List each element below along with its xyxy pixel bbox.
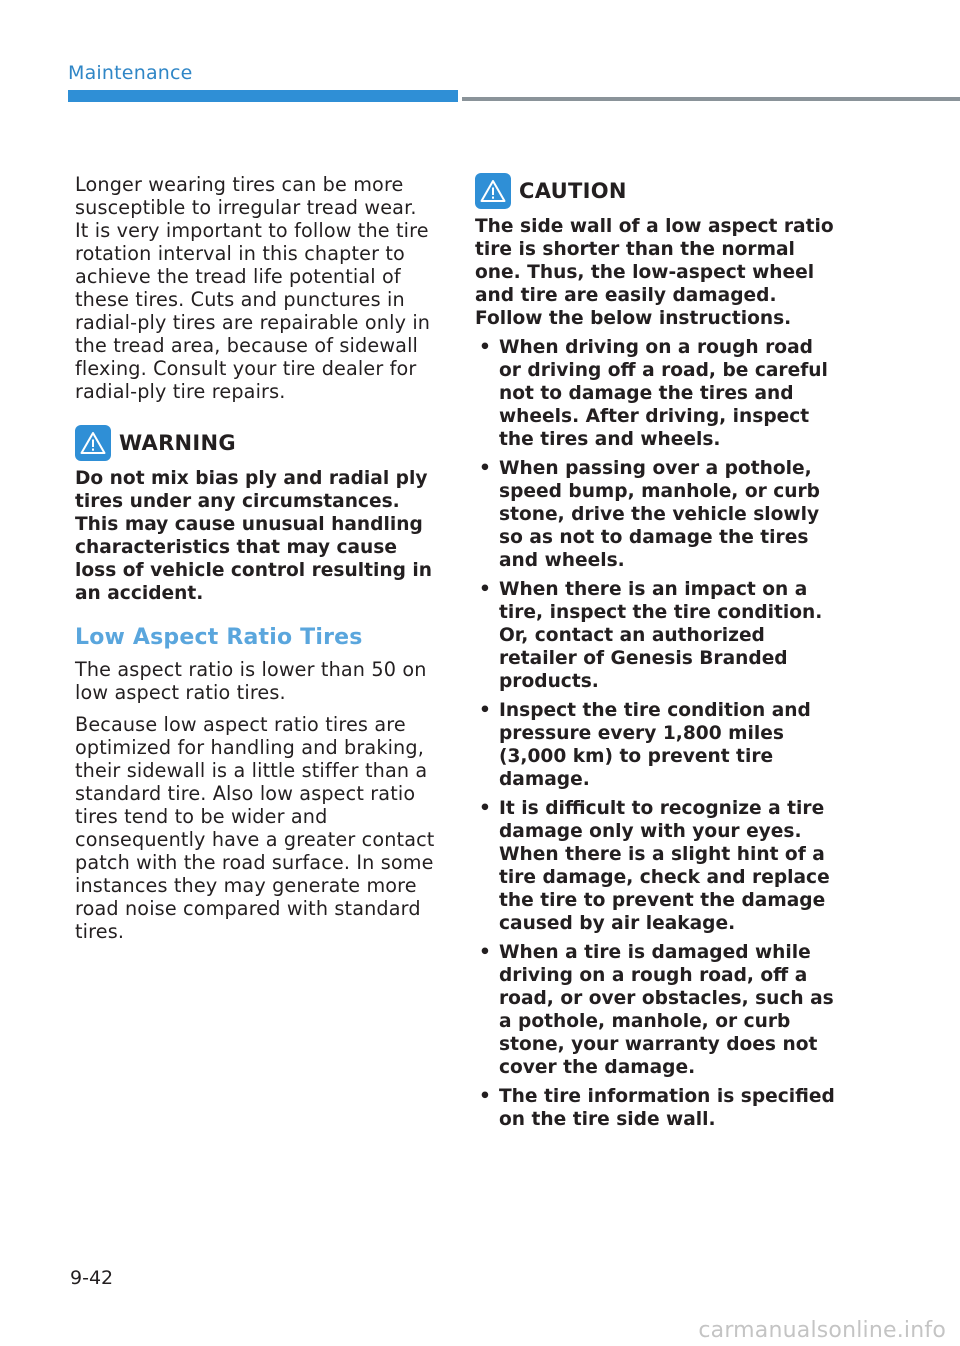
warning-triangle-icon xyxy=(475,173,511,209)
aspect-paragraph-1: The aspect ratio is lower than 50 on low aspect ratio tires. xyxy=(75,658,427,704)
header-title: Maintenance xyxy=(68,62,193,84)
warning-header xyxy=(75,425,435,461)
list-item: • It is difficult to recognize a tire damage only with your eyes. When there is a slight hint of a tire damage, check and replace the tire to prevent the damage caused by air leakage. xyxy=(479,798,830,934)
caution-header xyxy=(475,173,840,209)
page-number: 9-42 xyxy=(70,1267,114,1289)
warning-body: Do not mix bias ply and radial ply tires under any circumstances. This may cause unusual handling characteristics that may cause loss of vehicle control resulting in an accident. xyxy=(75,468,432,604)
caution-body: The side wall of a low aspect ratio tire is shorter than the normal one. Thus, the low-aspect wheel and tire are easily damaged. Follow the below instructions. xyxy=(475,216,834,329)
list-item: • The tire information is specified on the tire side wall. xyxy=(479,1086,835,1130)
section-title: Low Aspect Ratio Tires xyxy=(75,625,363,650)
left-column xyxy=(75,173,435,943)
caution-box xyxy=(475,173,840,1131)
header-rule-blue xyxy=(68,90,458,102)
warning-triangle-icon xyxy=(75,425,111,461)
warning-title: WARNING xyxy=(119,431,236,455)
header-rule-gray xyxy=(462,97,960,101)
list-item: • When passing over a pothole, speed bump, manhole, or curb stone, drive the vehicle slowly so as not to damage the tires and wheels. xyxy=(479,458,820,571)
list-item: • When there is an impact on a tire, inspect the tire condition. Or, contact an authorized retailer of Genesis Branded products. xyxy=(479,579,823,692)
intro-paragraph: Longer wearing tires can be more susceptible to irregular tread wear. It is very important to follow the tire rotation interval in this chapter to achieve the tread life potential of these tires. Cuts and punctures in radial-ply tires are repairable only in the tread area, because of sidewall flexing. Consult your tire dealer for radial-ply tire repairs. xyxy=(75,173,431,403)
aspect-paragraph-2: Because low aspect ratio tires are optimized for handling and braking, their sidewall is a little stiffer than a standard tire. Also low aspect ratio tires tend to be wider and consequently have a greater contact patch with the road surface. In some instances they may generate more road noise compared with standard tires. xyxy=(75,713,435,943)
warning-box xyxy=(75,425,435,605)
list-item: • When a tire is damaged while driving on a rough road, off a road, or over obstacles, such as a pothole, manhole, or curb stone, your warranty does not cover the damage. xyxy=(479,942,834,1078)
right-column xyxy=(475,173,840,1131)
list-item: • When driving on a rough road or driving off a road, be careful not to damage the tires and wheels. After driving, inspect the tires and wheels. xyxy=(479,337,828,450)
watermark: carmanualsonline.info xyxy=(698,1318,946,1343)
list-item: • Inspect the tire condition and pressure every 1,800 miles (3,000 km) to prevent tire damage. xyxy=(479,700,811,790)
caution-title: CAUTION xyxy=(519,179,627,203)
caution-bullet-list xyxy=(475,336,840,1131)
